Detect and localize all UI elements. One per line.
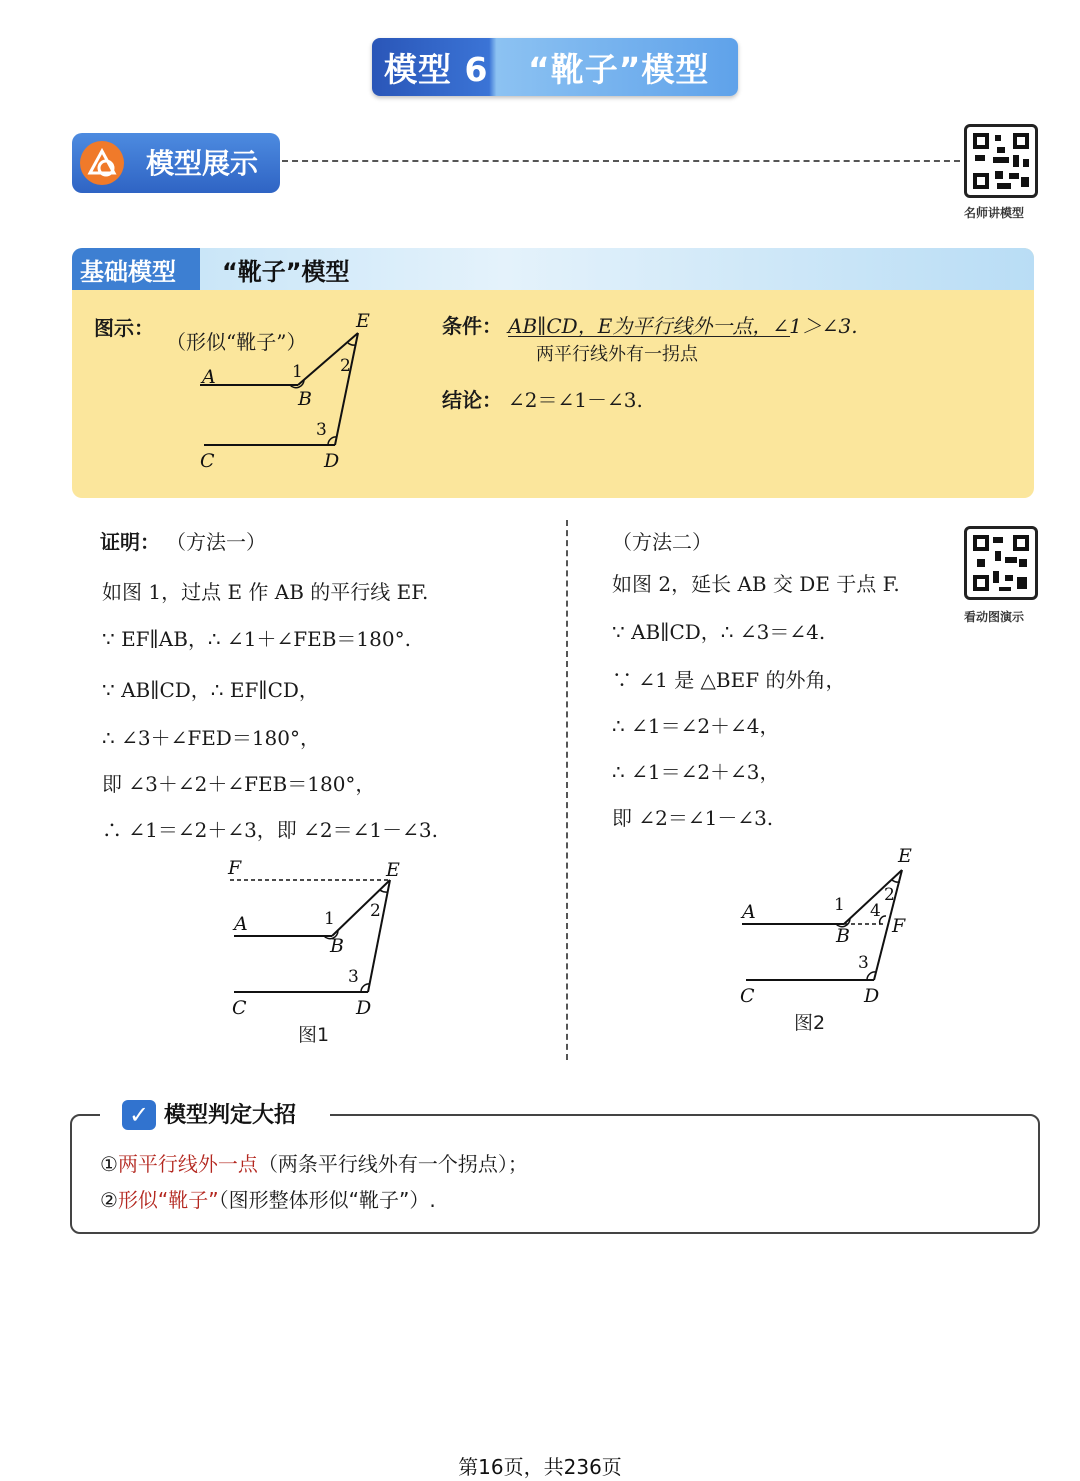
tip-item-2-rest: （图形整体形似“靴子”）. [218,1188,436,1212]
point-c-label: C [232,997,247,1019]
point-b-label: B [330,935,344,957]
method2-line: 即 ∠2＝∠1－∠3. [612,806,774,830]
tip-item-1-number: ① [100,1152,118,1176]
tip-item-2-key: 形似“靴子” [117,1188,219,1212]
boot-figure-basic [190,305,380,480]
figure-2 [734,838,934,1018]
point-a-label: A [234,913,248,935]
angle-1-label: 1 [292,362,303,382]
tip-item-2-number: ② [100,1188,118,1212]
method2-line: ∴ ∠1＝∠2＋∠4， [612,714,780,738]
condition-label: 条件： [442,314,502,338]
point-b-label: B [836,925,850,947]
method1-line: ∵ EF∥AB，∴ ∠1＋∠FEB＝180°. [102,627,411,651]
shapes-icon [80,141,124,185]
point-e-label: E [356,310,370,332]
angle-4-label: 4 [870,901,881,921]
tip-item-2 [100,1184,436,1213]
method1-line: 即 ∠3＋∠2＋∠FEB＝180°， [102,772,376,796]
method1-line: ∵ AB∥CD，∴ EF∥CD， [102,678,319,702]
point-b-label: B [298,388,312,410]
basic-model-header [72,248,1034,290]
point-c-label: C [740,985,755,1007]
angle-2-label: 2 [370,901,381,921]
method1-line: ∴ ∠1＝∠2＋∠3，即 ∠2＝∠1－∠3. [102,818,438,842]
tip-item-1-key: 两平行线外一点 [117,1152,258,1176]
point-d-label: D [324,450,340,472]
point-d-label: D [864,985,880,1007]
point-e-label: E [386,859,400,881]
tip-item-1 [100,1148,528,1177]
section-divider [282,160,960,162]
point-a-label: A [742,901,756,923]
model-title: “靴子”模型 [528,50,710,89]
angle-1-label: 1 [834,895,845,915]
conclusion-text: ∠2＝∠1－∠3. [508,388,643,412]
tips-title: 模型判定大招 [164,1103,297,1128]
column-divider [566,520,568,1060]
conclusion-label: 结论： [442,388,502,412]
angle-2-label: 2 [884,885,895,905]
angle-3-label: 3 [316,420,327,440]
qr-caption-teacher: 名师讲模型 [964,206,1025,220]
figure-1-caption: 图1 [298,1024,330,1046]
angle-3-label: 3 [348,967,359,987]
angle-2-label: 2 [340,356,351,376]
figure-label: 图示： [94,316,154,340]
angle-1-label: 1 [324,909,335,929]
figure-2-caption: 图2 [794,1012,826,1034]
basic-model-tag-label: 基础模型 [80,258,176,286]
point-d-label: D [356,997,372,1019]
figure-note: （形似“靴子”） [166,330,307,354]
point-c-label: C [200,450,215,472]
method1-heading: （方法一） [166,530,266,554]
point-a-label: A [202,366,216,388]
model-number: 模型 6 [384,50,489,89]
method2-heading: （方法二） [612,530,712,554]
page-footer: 第16页，共236页 [458,1455,622,1479]
qr-code-teacher[interactable] [964,124,1038,198]
tip-item-1-rest: （两条平行线外有一个拐点）； [257,1152,528,1176]
angle-3-label: 3 [858,953,869,973]
method2-line: ∵ ∠1 是 △BEF 的外角， [612,668,846,692]
condition-underline [508,336,790,337]
proof-label: 证明： [100,530,160,554]
point-f-label: F [892,915,906,937]
condition-note: 两平行线外有一拐点 [536,344,698,365]
qr-code-animation[interactable] [964,526,1038,600]
method2-line: 如图 2，延长 AB 交 DE 于点 F. [612,572,900,596]
method2-line: ∴ ∠1＝∠2＋∠3， [612,760,780,784]
point-e-label: E [898,845,912,867]
method1-line: ∴ ∠3＋∠FED＝180°， [102,726,321,750]
condition-text: AB∥CD，E为平行线外一点，∠1＞∠3. [508,314,858,338]
qr-caption-animation: 看动图演示 [964,610,1025,624]
point-f-label: F [228,857,242,879]
checkmark-icon: ✓ [122,1100,156,1130]
method2-line: ∵ AB∥CD，∴ ∠3＝∠4. [612,620,826,644]
section-title: 模型展示 [146,147,259,180]
figure-1 [222,852,412,1022]
method1-line: 如图 1，过点 E 作 AB 的平行线 EF. [102,580,429,604]
basic-model-name: “靴子”模型 [222,258,350,286]
